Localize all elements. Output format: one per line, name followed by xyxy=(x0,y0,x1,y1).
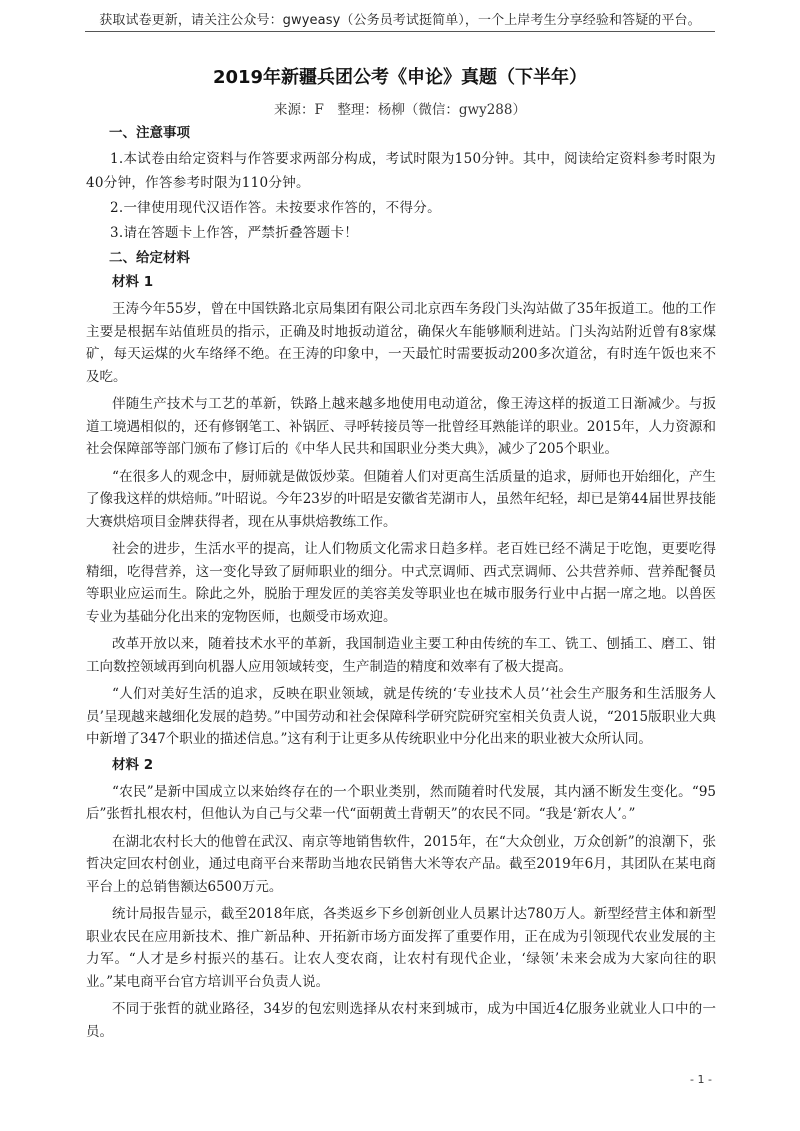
material-2-paragraph: 不同于张哲的就业路径，34岁的包宏则选择从农村来到城市，成为中国近4亿服务业就业人口中的一员。 xyxy=(86,1001,716,1040)
material-1-paragraph: 王涛今年55岁，曾在中国铁路北京局集团有限公司北京西车务段门头沟站做了35年扳道工。他的工作主要是根据车站值班员的指示，正确及时地扳动道岔，确保火车能够顺利进站。门头沟站附近曾有8家煤矿，每天运煤的火车络绎不绝。在王涛的印象中，一天最忙时需要扳动200多次道岔，有时连午饭也来不及吃。 xyxy=(86,301,716,385)
material-1-paragraph: 伴随生产技术与工艺的革新，铁路上越来越多地使用电动道岔，像王涛这样的扳道工日渐减少。与扳道工境遇相似的，还有修钢笔工、补锅匠、寻呼转接员等一批曾经耳熟能详的职业。2015年，人力资源和社会保障部等部门颁布了修订后的《中华人民共和国职业分类大典》，减少了205个职业。 xyxy=(86,396,716,457)
source-line: 来源：F 整理：杨柳（微信：gwy288） xyxy=(274,102,526,118)
notice-item: 2.一律使用现代汉语作答。未按要求作答的，不得分。 xyxy=(110,200,441,216)
header-note: 获取试卷更新，请关注公众号：gwyeasy（公务员考试挺简单），一个上岸考生分享经验和答疑的平台。 xyxy=(99,13,701,28)
notice-item: 1.本试卷由给定资料与作答要求两部分构成，考试时限为150分钟。其中，阅读给定资料参考时限为40分钟，作答参考时限为110分钟。 xyxy=(86,151,716,191)
material-1-label: 材料 1 xyxy=(112,274,154,290)
section-heading-notice: 一、注意事项 xyxy=(109,125,190,141)
material-1-paragraph: “在很多人的观念中，厨师就是做饭炒菜。但随着人们对更高生活质量的追求，厨师也开始细化，产生了像我这样的烘焙师。”叶昭说。今年23岁的叶昭是安徽省芜湖市人，虽然年纪轻，却已是第44届世界技能大赛烘焙项目金牌获得者，现在从事烘焙教练工作。 xyxy=(86,468,716,530)
header-divider xyxy=(85,31,715,32)
material-2-paragraph: 统计局报告显示，截至2018年底，各类返乡下乡创新创业人员累计达780万人。新型经营主体和新型职业农民在应用新技术、推广新品种、开拓新市场方面发挥了重要作用，正在成为引领现代农业发展的主力军。“人才是乡村振兴的基石。让农人变农商，让农村有现代企业，‘绿领’未来会成为大家向往的职业。”某电商平台官方培训平台负责人说。 xyxy=(86,906,716,990)
section-heading-materials: 二、给定材料 xyxy=(109,250,190,266)
material-1-paragraph: 社会的进步，生活水平的提高，让人们物质文化需求日趋多样。老百姓已经不满足于吃饱，更要吃得精细，吃得营养，这一变化导致了厨师职业的细分。中式烹调师、西式烹调师、公共营养师、营养配餐员等职业应运而生。除此之外，脱胎于理发匠的美容美发等职业也在城市服务行业中占据一席之地。以兽医专业为基础分化出来的宠物医师，也颇受市场欢迎。 xyxy=(86,541,716,625)
notice-item: 3.请在答题卡上作答，严禁折叠答题卡！ xyxy=(110,225,359,241)
page-number: - 1 - xyxy=(690,1073,712,1086)
material-1-paragraph: 改革开放以来，随着技术水平的革新，我国制造业主要工种由传统的车工、铣工、刨插工、磨工、钳工向数控领域再到向机器人应用领域转变，生产制造的精度和效率有了极大提高。 xyxy=(86,636,716,675)
material-1-paragraph: “人们对美好生活的追求，反映在职业领域，就是传统的‘专业技术人员’‘社会生产服务和生活服务人员’呈现越来越细化发展的趋势。”中国劳动和社会保障科学研究院研究室相关负责人说，“2015版职业大典中新增了347个职业的描述信息。”这有利于让更多从传统职业中分化出来的职业被大众所认同。 xyxy=(86,686,716,747)
page-title: 2019年新疆兵团公考《申论》真题（下半年） xyxy=(212,67,588,88)
material-2-label: 材料 2 xyxy=(112,756,154,773)
document-body xyxy=(86,120,716,1048)
material-2-paragraph: 在湖北农村长大的他曾在武汉、南京等地销售软件，2015年，在“大众创业，万众创新”的浪潮下，张哲决定回农村创业，通过电商平台来帮助当地农民销售大米等农产品。截至2019年6月，其团队在某电商平台上的总销售额达6500万元。 xyxy=(86,833,716,895)
material-2-paragraph: “农民”是新中国成立以来始终存在的一个职业类别，然而随着时代发展，其内涵不断发生变化。“95后”张哲扎根农村，但他认为自己与父辈一代“面朝黄土背朝天”的农民不同。“我是‘新农人’。” xyxy=(86,783,716,822)
